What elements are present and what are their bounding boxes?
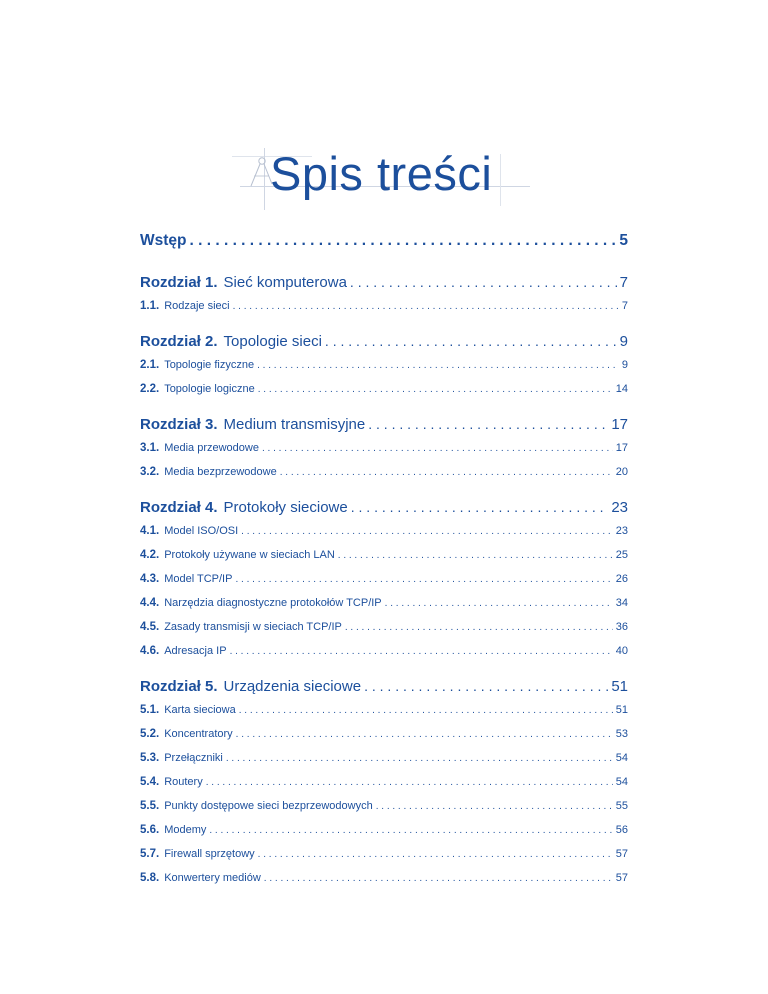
section-number: 1.1. bbox=[140, 300, 160, 312]
dot-leader bbox=[351, 499, 609, 515]
dot-leader bbox=[262, 443, 613, 454]
toc-section-entry[interactable] bbox=[140, 359, 628, 383]
page-number: 55 bbox=[615, 800, 628, 812]
dot-leader bbox=[325, 333, 617, 349]
section-title: Konwertery mediów bbox=[164, 872, 261, 884]
toc-section-entry[interactable] bbox=[140, 442, 628, 466]
section-number: 4.5. bbox=[140, 621, 160, 633]
section-title: Model ISO/OSI bbox=[164, 525, 239, 537]
dot-leader bbox=[258, 384, 613, 395]
section-number: 5.5. bbox=[140, 800, 160, 812]
toc-section-entry[interactable] bbox=[140, 466, 628, 490]
section-title: Narzędzia diagnostyczne protokołów TCP/IP bbox=[164, 597, 382, 609]
page-number: 57 bbox=[615, 872, 628, 884]
chapter-title: Sieć komputerowa bbox=[223, 274, 347, 291]
chapter-label: Rozdział 2. bbox=[140, 333, 218, 350]
section-number: 4.1. bbox=[140, 525, 160, 537]
section-number: 2.1. bbox=[140, 359, 160, 371]
toc-chapter-entry[interactable] bbox=[140, 499, 628, 523]
page-number: 9 bbox=[621, 359, 628, 371]
dot-leader bbox=[338, 550, 613, 561]
page-number: 20 bbox=[615, 466, 628, 478]
toc-chapter-entry[interactable] bbox=[140, 678, 628, 702]
section-number: 5.8. bbox=[140, 872, 160, 884]
intro-label: Wstęp bbox=[140, 232, 187, 249]
dot-leader bbox=[280, 467, 613, 478]
section-number: 5.4. bbox=[140, 776, 160, 788]
toc-section-entry[interactable] bbox=[140, 573, 628, 597]
page-title: Spis treści bbox=[270, 147, 493, 200]
page-number: 54 bbox=[615, 776, 628, 788]
page-number: 57 bbox=[615, 848, 628, 860]
page-number: 53 bbox=[615, 728, 628, 740]
toc-section-entry[interactable] bbox=[140, 621, 628, 645]
toc-section-entry[interactable] bbox=[140, 525, 628, 549]
section-number: 4.3. bbox=[140, 573, 160, 585]
dot-leader bbox=[368, 416, 608, 432]
dot-leader bbox=[385, 598, 613, 609]
section-title: Firewall sprzętowy bbox=[164, 848, 255, 860]
toc-chapter-entry[interactable] bbox=[140, 333, 628, 357]
toc-section-entry[interactable] bbox=[140, 848, 628, 872]
page-number: 51 bbox=[611, 678, 628, 695]
dot-leader bbox=[241, 526, 613, 537]
dot-leader bbox=[226, 753, 613, 764]
dot-leader bbox=[233, 301, 619, 312]
section-number: 3.1. bbox=[140, 442, 160, 454]
dot-leader bbox=[235, 574, 612, 585]
section-title: Rodzaje sieci bbox=[164, 300, 230, 312]
toc-section-entry[interactable] bbox=[140, 824, 628, 848]
dot-leader bbox=[236, 729, 613, 740]
page-number: 23 bbox=[615, 525, 628, 537]
toc-section-entry[interactable] bbox=[140, 645, 628, 669]
dot-leader bbox=[209, 825, 612, 836]
section-title: Zasady transmisji w sieciach TCP/IP bbox=[164, 621, 342, 633]
page-number: 14 bbox=[615, 383, 628, 395]
section-title: Koncentratory bbox=[164, 728, 233, 740]
dot-leader bbox=[257, 360, 619, 371]
toc-section-entry[interactable] bbox=[140, 597, 628, 621]
section-number: 4.6. bbox=[140, 645, 160, 657]
section-number: 5.2. bbox=[140, 728, 160, 740]
section-number: 5.7. bbox=[140, 848, 160, 860]
section-number: 5.6. bbox=[140, 824, 160, 836]
page-number: 26 bbox=[615, 573, 628, 585]
page-number: 17 bbox=[615, 442, 628, 454]
page-number: 51 bbox=[615, 704, 628, 716]
section-number: 2.2. bbox=[140, 383, 160, 395]
chapter-title: Medium transmisyjne bbox=[223, 416, 366, 433]
page-number: 40 bbox=[615, 645, 628, 657]
dot-leader bbox=[190, 232, 617, 250]
section-title: Media bezprzewodowe bbox=[164, 466, 277, 478]
toc-section-entry[interactable] bbox=[140, 704, 628, 728]
section-number: 3.2. bbox=[140, 466, 160, 478]
dot-leader bbox=[350, 274, 617, 290]
section-number: 4.4. bbox=[140, 597, 160, 609]
section-number: 4.2. bbox=[140, 549, 160, 561]
toc-section-entry[interactable] bbox=[140, 383, 628, 407]
page-number: 17 bbox=[611, 416, 628, 433]
page-number: 7 bbox=[619, 274, 628, 291]
dot-leader bbox=[345, 622, 613, 633]
dot-leader bbox=[239, 705, 613, 716]
toc-section-entry[interactable] bbox=[140, 752, 628, 776]
toc-section-entry[interactable] bbox=[140, 776, 628, 800]
section-title: Karta sieciowa bbox=[164, 704, 236, 716]
title-block bbox=[232, 136, 542, 216]
chapter-title: Topologie sieci bbox=[223, 333, 322, 350]
toc-intro-entry[interactable] bbox=[140, 232, 628, 256]
page-number: 54 bbox=[615, 752, 628, 764]
toc-section-entry[interactable] bbox=[140, 800, 628, 824]
chapter-title: Protokoły sieciowe bbox=[223, 499, 348, 516]
page-number: 25 bbox=[615, 549, 628, 561]
dot-leader bbox=[230, 646, 613, 657]
section-number: 5.3. bbox=[140, 752, 160, 764]
section-title: Punkty dostępowe sieci bezprzewodowych bbox=[164, 800, 373, 812]
page-number: 56 bbox=[615, 824, 628, 836]
toc-section-entry[interactable] bbox=[140, 549, 628, 573]
toc-section-entry[interactable] bbox=[140, 728, 628, 752]
section-title: Routery bbox=[164, 776, 203, 788]
chapter-label: Rozdział 4. bbox=[140, 499, 218, 516]
page-number: 5 bbox=[619, 232, 628, 249]
section-title: Model TCP/IP bbox=[164, 573, 233, 585]
section-number: 5.1. bbox=[140, 704, 160, 716]
chapter-label: Rozdział 1. bbox=[140, 274, 218, 291]
dot-leader bbox=[258, 849, 613, 860]
chapter-label: Rozdział 3. bbox=[140, 416, 218, 433]
dot-leader bbox=[264, 873, 613, 884]
section-title: Adresacja IP bbox=[164, 645, 227, 657]
dot-leader bbox=[364, 678, 608, 694]
page-number: 23 bbox=[611, 499, 628, 516]
page-number: 34 bbox=[615, 597, 628, 609]
section-title: Media przewodowe bbox=[164, 442, 259, 454]
toc-section-entry[interactable] bbox=[140, 872, 628, 896]
dot-leader bbox=[376, 801, 613, 812]
toc-chapter-entry[interactable] bbox=[140, 274, 628, 298]
dot-leader bbox=[206, 777, 613, 788]
section-title: Topologie logiczne bbox=[164, 383, 255, 395]
chapter-title: Urządzenia sieciowe bbox=[223, 678, 362, 695]
toc-section-entry[interactable] bbox=[140, 300, 628, 324]
table-of-contents bbox=[140, 232, 628, 896]
page-number: 7 bbox=[621, 300, 628, 312]
page-number: 36 bbox=[615, 621, 628, 633]
section-title: Przełączniki bbox=[164, 752, 223, 764]
chapter-label: Rozdział 5. bbox=[140, 678, 218, 695]
page-number: 9 bbox=[619, 333, 628, 350]
section-title: Topologie fizyczne bbox=[164, 359, 255, 371]
toc-chapter-entry[interactable] bbox=[140, 416, 628, 440]
section-title: Modemy bbox=[164, 824, 207, 836]
title-guide-line bbox=[500, 154, 501, 206]
section-title: Protokoły używane w sieciach LAN bbox=[164, 549, 335, 561]
